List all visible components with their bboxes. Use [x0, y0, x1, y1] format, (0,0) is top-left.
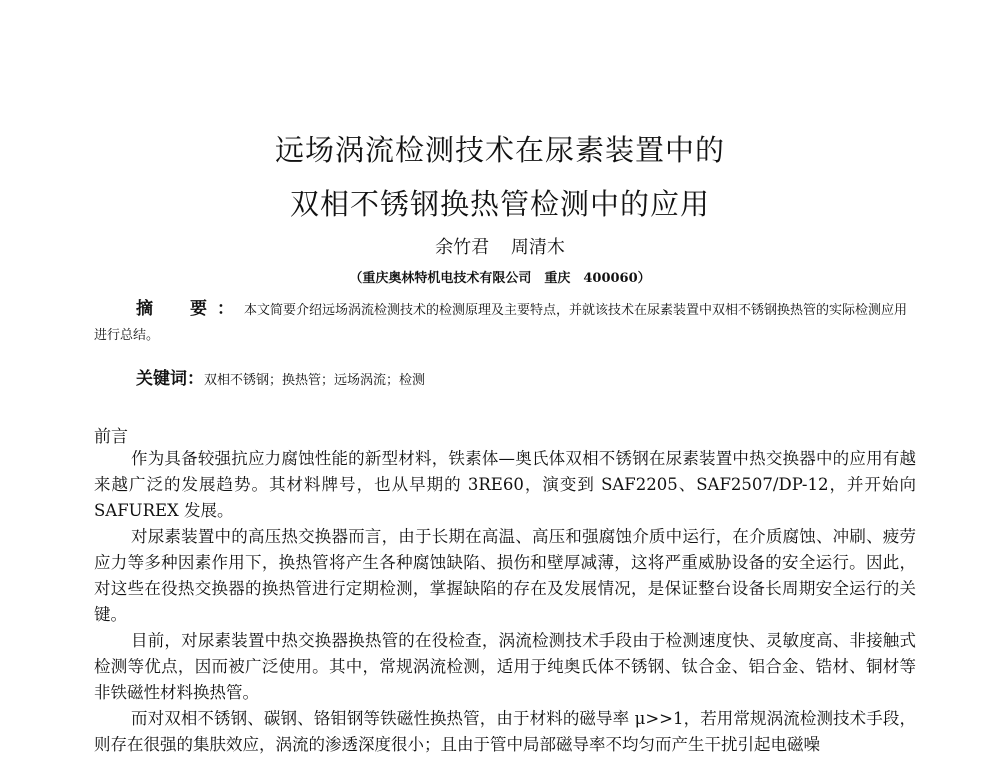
abstract-label: 摘 要： — [136, 299, 244, 319]
paragraph: 而对双相不锈钢、碳钢、铬钼钢等铁磁性换热管，由于材料的磁导率 μ>>1，若用常规涡流检测技术手段，则存在很强的集肤效应，涡流的渗透深度很小；且由于管中局部磁导率不均匀而产生干扰引起电磁噪 — [94, 709, 916, 754]
abstract — [94, 297, 916, 348]
keywords-label: 关键词： — [136, 369, 204, 389]
affiliation: （重庆奥林特机电技术有限公司 重庆 400060） — [349, 271, 651, 286]
body-text — [94, 446, 916, 758]
paragraph: 对尿素装置中的高压热交换器而言，由于长期在高温、高压和强腐蚀介质中运行，在介质腐蚀、冲刷、疲劳应力等多种因素作用下，换热管将产生各种腐蚀缺陷、损伤和壁厚减薄，这将严重威胁设备的安全运行。因此，对这些在役热交换器的换热管进行定期检测，掌握缺陷的存在及发展情况，是保证整台设备长周期安全运行的关键。 — [94, 527, 916, 624]
authors: 余竹君 周清木 — [435, 237, 565, 258]
abstract-text: 本文简要介绍远场涡流检测技术的检测原理及主要特点，并就该技术在尿素装置中双相不锈钢换热管的实际检测应用进行总结。 — [94, 303, 908, 343]
paragraph: 作为具备较强抗应力腐蚀性能的新型材料，铁素体—奥氏体双相不锈钢在尿素装置中热交换器中的应用有越来越广泛的发展趋势。其材料牌号，也从早期的 3RE60，演变到 SAF2205、SAF2507/DP-12，并开始向 SAFUREX 发展。 — [94, 449, 916, 520]
section-heading: 前言 — [94, 427, 128, 447]
keywords-text: 双相不锈钢；换热管；远场涡流；检测 — [204, 373, 426, 388]
paragraph: 目前，对尿素装置中热交换器换热管的在役检查，涡流检测技术手段由于检测速度快、灵敏度高、非接触式检测等优点，因而被广泛使用。其中，常规涡流检测，适用于纯奥氏体不锈钢、钛合金、铝合金、锆材、铜材等非铁磁性材料换热管。 — [94, 631, 916, 702]
paper-title-line-1: 远场涡流检测技术在尿素装置中的 — [274, 133, 725, 167]
paper-title-line-2: 双相不锈钢换热管检测中的应用 — [289, 187, 710, 221]
keywords — [94, 364, 916, 389]
